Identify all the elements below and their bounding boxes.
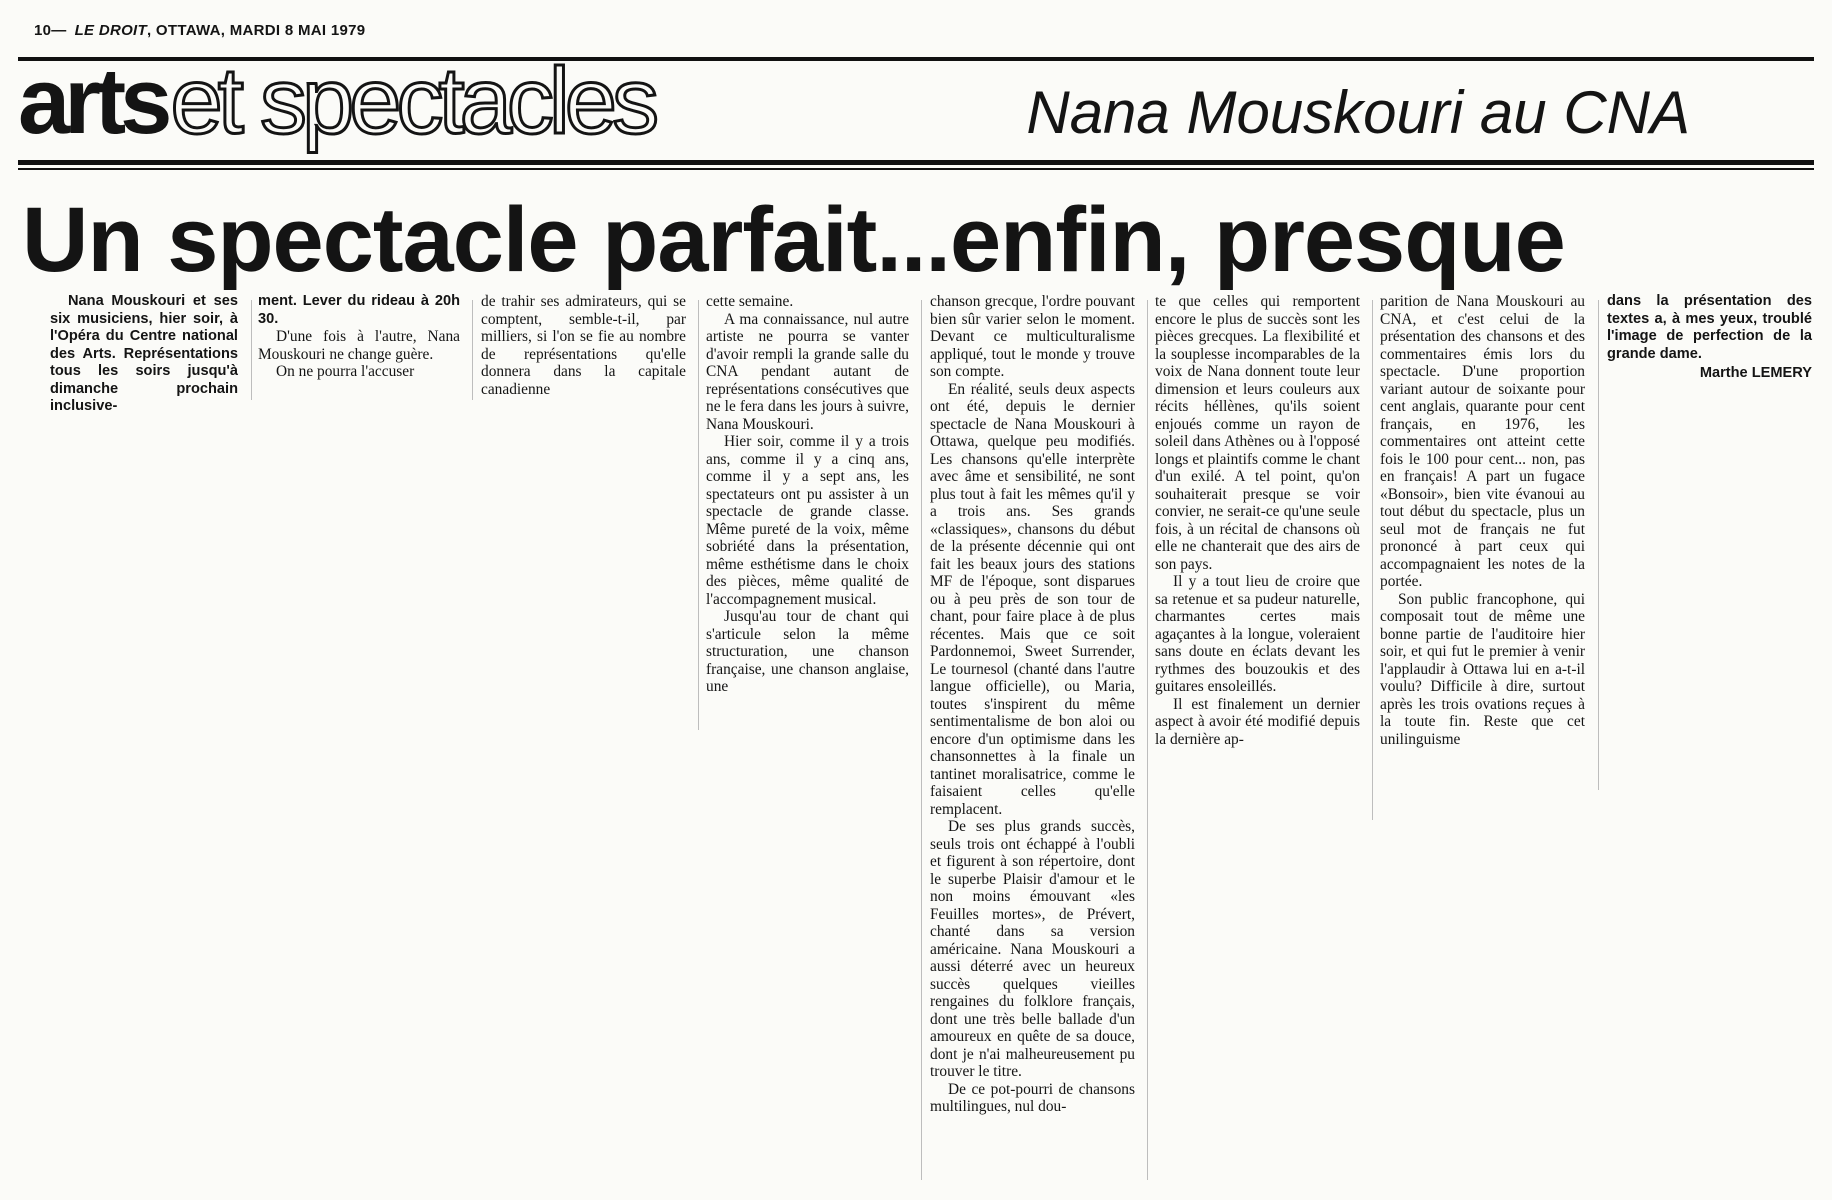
column-divider xyxy=(698,300,699,730)
page-number: 10— xyxy=(34,22,67,39)
article-column-6 xyxy=(1155,293,1360,748)
column-divider xyxy=(1598,300,1599,790)
column-5-paragraph-4: De ce pot-pourri de chansons multilingues, nul dou- xyxy=(930,1080,1135,1115)
column-divider xyxy=(921,300,922,1180)
article-column-8 xyxy=(1607,293,1812,383)
column-3-paragraph-1: de trahir ses admirateurs, qui se comptent, semble-t-il, par milliers, si l'on se fie au nombre de représentations qu'elle donnera dans la capitale canadienne xyxy=(481,293,686,398)
column-6-paragraph-1: te que celles qui remportent encore le plus de succès sont les pièces grecques. La flexibilité et la souplesse incomparables de la voix de Nana donnent toute leur dimension et leurs couleurs aux récits héllènes, qu'ils soient enjoués comme un rayon de soleil dans Athènes ou à l'opposé longs et plaintifs comme le chant d'un exilé. A tel point, qu'on souhaiterait presque se voir convier, ne serait-ce qu'une seule fois, à un récital de chansons où elle ne chanterait que des airs de son pays. xyxy=(1155,293,1360,573)
section-title xyxy=(18,46,654,156)
column-6-paragraph-2: Il y a tout lieu de croire que sa retenue et sa pudeur naturelle, charmantes certes mais agaçantes à la longue, voleraient sans doute en éclats devant les rythmes des bouzoukis et des guitares ensoleillés. xyxy=(1155,573,1360,695)
section-rule xyxy=(18,160,1814,165)
article-column-5 xyxy=(930,293,1135,1116)
section-title-outline: et spectacles xyxy=(170,48,655,153)
column-divider xyxy=(472,300,473,400)
newspaper-name: LE DROIT xyxy=(74,22,147,39)
folio-line xyxy=(34,22,365,39)
byline: Marthe LEMERY xyxy=(1699,365,1812,381)
column-4-paragraph-4: Jusqu'au tour de chant qui s'articule selon la même structuration, une chanson française, une chanson anglaise, une xyxy=(706,608,909,695)
article-column-2 xyxy=(258,293,460,381)
column-6-paragraph-3: Il est finalement un dernier aspect à avoir été modifié depuis la dernière ap- xyxy=(1155,695,1360,748)
article-deck: Nana Mouskouri au CNA xyxy=(1026,79,1690,146)
column-divider xyxy=(251,300,252,400)
article-column-3 xyxy=(481,293,686,398)
column-divider xyxy=(1147,300,1148,1180)
column-1-paragraph-1: Nana Mouskouri et ses six musiciens, hier soir, à l'Opéra du Centre national des Arts. Représentations tous les soirs jusqu'à dimanche prochain inclusive- xyxy=(50,293,238,414)
article-column-1 xyxy=(50,293,238,416)
column-2-paragraph-1: ment. Lever du rideau à 20h 30. xyxy=(258,293,460,327)
dateline: , OTTAWA, MARDI 8 MAI 1979 xyxy=(147,22,366,39)
article-column-7 xyxy=(1380,293,1585,748)
column-5-paragraph-2: En réalité, seuls deux aspects ont été, depuis le dernier spectacle de Nana Mouskouri à Ottawa, quelque peu modifiés. Les chansons qu'elle interprète avec âme et sensibilité, ne sont plus tout à fait les mêmes qu'il y a trois ans. Ses grands «classiques», chansons du début de la présente décennie qui ont fait les beaux jours des stations MF de l'époque, sont disparues ou à peu près de son tour de chant, pour faire place à de plus récentes. Mais que ce soit Pardonnemoi, Sweet Surrender, Le tournesol (chanté dans l'autre langue officielle), ou Maria, toutes s'inspirent du même sentimentalisme de bon aloi ou encore d'un optimisme dans les chansonnettes à la finale un tantinet moralisatrice, comme le faisaient celles qu'elle remplacent. xyxy=(930,380,1135,818)
column-4-paragraph-3: Hier soir, comme il y a trois ans, comme il y a cinq ans, comme il y a sept ans, les spectateurs ont pu assister à un spectacle de grande classe. Même pureté de la voix, même sobriété dans la présentation, même esthétisme dans le choix des pièces, même qualité de l'accompagnement musical. xyxy=(706,433,909,608)
column-4-paragraph-2: A ma connaissance, nul autre artiste ne pourra se vanter d'avoir rempli la grande salle du CNA pendant autant de représentations consécutives que ne le fera dans les jours à suivre, Nana Mouskouri. xyxy=(706,310,909,433)
column-5-paragraph-1: chanson grecque, l'ordre pouvant bien sûr varier selon le moment. Devant ce multiculturalisme appliqué, tout le monde y trouve son compte. xyxy=(930,293,1135,380)
column-4-paragraph-1: cette semaine. xyxy=(706,293,794,310)
section-title-bold: arts xyxy=(18,48,167,153)
column-2-paragraph-3: On ne pourra l'accuser xyxy=(276,363,415,380)
column-divider xyxy=(1372,300,1373,820)
column-7-paragraph-2: Son public francophone, qui composait tout de même une bonne partie de l'auditoire hier soir, et qui fut le premier à venir l'applaudir à Ottawa lui en a-t-il voulu? Difficile à dire, surtout après les trois ovations reçues à la toute fin. Reste que cet unilinguisme xyxy=(1380,590,1585,748)
article-column-4 xyxy=(706,293,909,696)
column-5-paragraph-3: De ses plus grands succès, seuls trois ont échappé à l'oubli et figurent à son répertoire, dont le superbe Plaisir d'amour et le non moins émouvant «les Feuilles mortes», de Prévert, chanté dans sa version américaine. Nana Mouskouri a aussi déterré avec un heureux succès quelques vieilles rengaines du folklore français, dont une très belle ballade d'un amoureux en quête de sa douce, dont je n'ai malheureusement pu trouver le titre. xyxy=(930,818,1135,1080)
headline: Un spectacle parfait...enfin, presque xyxy=(22,189,1565,291)
column-7-paragraph-1: parition de Nana Mouskouri au CNA, et c'est celui de la présentation des chansons et des commentaires émis lors du spectacle. D'une proportion variant autour de soixante pour cent anglais, quarante pour cent français, en 1976, les commentaires ont atteint cette fois le 100 pour cent... non, pas en français! A part un fugace «Bonsoir», bien vite évanoui au tout début du spectacle, plus un seul mot de français ne fut prononcé à part ceux qui accompagnaient les notes de la portée. xyxy=(1380,293,1585,590)
column-8-paragraph-1: dans la présentation des textes a, à mes yeux, troublé l'image de perfection de la grande dame. xyxy=(1607,293,1812,362)
section-rule-thin xyxy=(18,168,1814,170)
column-2-paragraph-2: D'une fois à l'autre, Nana Mouskouri ne change guère. xyxy=(258,328,460,363)
